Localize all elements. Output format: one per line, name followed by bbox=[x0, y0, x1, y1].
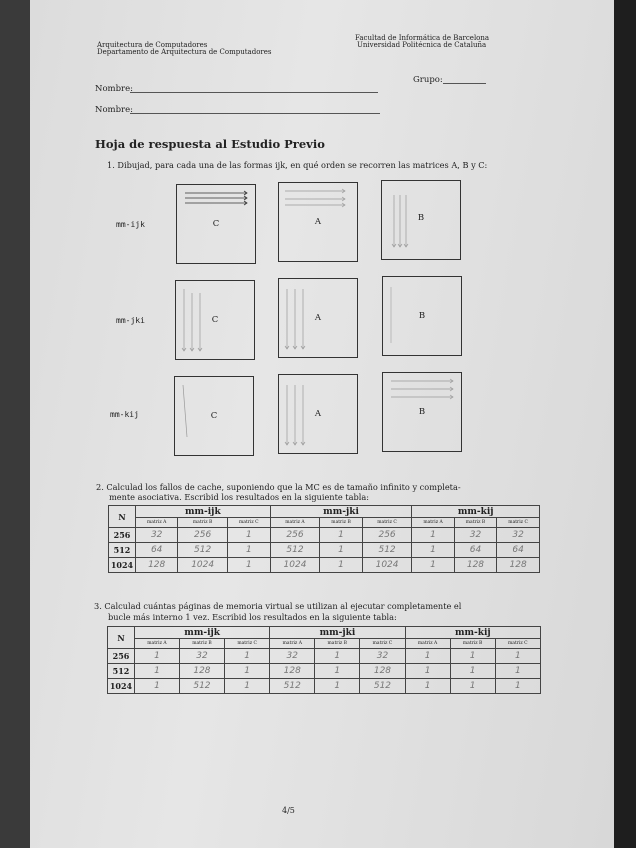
n-header: N bbox=[108, 627, 135, 649]
row-label-kij: mm-kij bbox=[110, 410, 139, 419]
row-label-ijk: mm-ijk bbox=[116, 220, 145, 229]
subheader: matriz A bbox=[405, 639, 450, 649]
question-2-text-line1: 2. Calculad los fallos de cache, suponiendo que la MC es de tamaño infinito y completa- bbox=[96, 482, 461, 492]
answer-cell[interactable]: 1 bbox=[315, 664, 360, 679]
answer-cell[interactable]: 512 bbox=[270, 543, 320, 558]
name-line-2[interactable] bbox=[130, 113, 380, 114]
matrix-label: A bbox=[314, 217, 322, 227]
matrix-label: B bbox=[418, 311, 426, 321]
answer-cell[interactable]: 1 bbox=[227, 528, 270, 543]
matrix-label: A bbox=[314, 313, 322, 323]
group-header-ijk: mm-ijk bbox=[135, 627, 270, 639]
table-row bbox=[108, 679, 541, 694]
answer-cell[interactable]: 1 bbox=[135, 679, 180, 694]
n-value: 512 bbox=[109, 543, 136, 558]
course-name: Arquitectura de Computadores bbox=[97, 41, 208, 49]
answer-cell[interactable]: 128 bbox=[179, 664, 224, 679]
answer-cell[interactable]: 1 bbox=[224, 649, 269, 664]
group-header-jki: mm-jki bbox=[270, 506, 412, 518]
box-ijk-c bbox=[176, 184, 256, 264]
answer-cell[interactable]: 1 bbox=[224, 664, 269, 679]
answer-cell[interactable]: 64 bbox=[136, 543, 178, 558]
group-header-jki: mm-jki bbox=[270, 627, 405, 639]
page-title: Hoja de respuesta al Estudio Previo bbox=[95, 137, 325, 151]
answer-cell[interactable]: 512 bbox=[179, 679, 224, 694]
subheader: matriz C bbox=[360, 639, 405, 649]
table-row bbox=[109, 543, 540, 558]
answer-cell[interactable]: 256 bbox=[178, 528, 228, 543]
group-header-kij: mm-kij bbox=[412, 506, 540, 518]
answer-cell[interactable]: 1 bbox=[405, 679, 450, 694]
answer-cell[interactable]: 128 bbox=[497, 558, 540, 573]
subheader: matriz C bbox=[362, 518, 412, 528]
answer-cell[interactable]: 64 bbox=[454, 543, 496, 558]
subheader: matriz C bbox=[497, 518, 540, 528]
subheader: matriz A bbox=[135, 639, 180, 649]
answer-cell[interactable]: 1 bbox=[135, 664, 180, 679]
answer-cell[interactable]: 1 bbox=[450, 664, 495, 679]
answer-cell[interactable]: 32 bbox=[497, 528, 540, 543]
answer-cell[interactable]: 1 bbox=[405, 649, 450, 664]
answer-cell[interactable]: 1024 bbox=[178, 558, 228, 573]
answer-cell[interactable]: 1 bbox=[315, 649, 360, 664]
matrix-label: A bbox=[314, 409, 322, 419]
question-2-text-line2: mente asociativa. Escribid los resultados en la siguiente tabla: bbox=[109, 492, 369, 502]
answer-cell[interactable]: 32 bbox=[136, 528, 178, 543]
matrix-label: C bbox=[212, 219, 220, 229]
box-jki-a bbox=[278, 278, 358, 358]
answer-cell[interactable]: 1 bbox=[412, 558, 454, 573]
name-label-2: Nombre: bbox=[95, 105, 134, 115]
answer-cell[interactable]: 256 bbox=[362, 528, 412, 543]
answer-cell[interactable]: 1 bbox=[450, 649, 495, 664]
n-value: 1024 bbox=[108, 679, 135, 694]
table-row bbox=[109, 558, 540, 573]
question-1-text: 1. Dibujad, para cada una de las formas ijk, en qué orden se recorren las matrices A, B y C: bbox=[107, 160, 488, 170]
matrix-label: C bbox=[211, 315, 219, 325]
answer-cell[interactable]: 32 bbox=[454, 528, 496, 543]
answer-cell[interactable]: 1 bbox=[412, 543, 454, 558]
group-header-ijk: mm-ijk bbox=[136, 506, 271, 518]
answer-cell[interactable]: 1 bbox=[450, 679, 495, 694]
faculty-name: Facultad de Informática de Barcelona bbox=[355, 34, 490, 42]
box-kij-b bbox=[382, 372, 462, 452]
answer-cell[interactable]: 1 bbox=[135, 649, 180, 664]
question-3-text-line1: 3. Calculad cuántas páginas de memoria virtual se utilizan al ejecutar completamente el bbox=[94, 601, 462, 611]
background-edge bbox=[614, 0, 636, 848]
answer-cell[interactable]: 1 bbox=[495, 664, 540, 679]
answer-cell[interactable]: 256 bbox=[270, 528, 320, 543]
answer-cell[interactable]: 1 bbox=[495, 649, 540, 664]
subheader: matriz A bbox=[270, 639, 315, 649]
answer-cell[interactable]: 1024 bbox=[270, 558, 320, 573]
table-row bbox=[109, 528, 540, 543]
answer-cell[interactable]: 1 bbox=[405, 664, 450, 679]
subheader: matriz B bbox=[315, 639, 360, 649]
answer-cell[interactable]: 32 bbox=[360, 649, 405, 664]
box-ijk-a bbox=[278, 182, 358, 262]
answer-cell[interactable]: 128 bbox=[270, 664, 315, 679]
answer-cell[interactable]: 1 bbox=[224, 679, 269, 694]
university-name: Universidad Politécnica de Cataluña bbox=[357, 41, 487, 49]
answer-cell[interactable]: 512 bbox=[178, 543, 228, 558]
answer-cell[interactable]: 128 bbox=[454, 558, 496, 573]
matrix-label: B bbox=[417, 213, 425, 223]
table-row bbox=[108, 664, 541, 679]
answer-cell[interactable]: 1 bbox=[320, 528, 362, 543]
box-kij-a bbox=[278, 374, 358, 454]
subheader: matriz C bbox=[495, 639, 540, 649]
answer-cell[interactable]: 512 bbox=[270, 679, 315, 694]
name-label-1: Nombre: bbox=[95, 84, 134, 94]
answer-cell[interactable]: 32 bbox=[179, 649, 224, 664]
answer-cell[interactable]: 1024 bbox=[362, 558, 412, 573]
n-value: 512 bbox=[108, 664, 135, 679]
subheader: matriz B bbox=[320, 518, 362, 528]
answer-cell[interactable]: 1 bbox=[412, 528, 454, 543]
group-line[interactable] bbox=[443, 83, 486, 84]
subheader: matriz C bbox=[227, 518, 270, 528]
page-number: 4/5 bbox=[282, 806, 295, 815]
group-header-kij: mm-kij bbox=[405, 627, 540, 639]
subheader: matriz C bbox=[224, 639, 269, 649]
question-3-text-line2: bucle más interno 1 vez. Escribid los resultados en la siguiente tabla: bbox=[108, 612, 397, 622]
answer-cell[interactable]: 1 bbox=[227, 543, 270, 558]
n-value: 256 bbox=[109, 528, 136, 543]
n-value: 256 bbox=[108, 649, 135, 664]
box-ijk-b bbox=[381, 180, 461, 260]
name-line-1[interactable] bbox=[130, 92, 378, 93]
n-value: 1024 bbox=[109, 558, 136, 573]
subheader: matriz A bbox=[136, 518, 178, 528]
box-jki-c bbox=[175, 280, 255, 360]
row-label-jki: mm-jki bbox=[116, 316, 145, 325]
answer-cell[interactable]: 128 bbox=[360, 664, 405, 679]
subheader: matriz B bbox=[178, 518, 228, 528]
box-kij-c bbox=[174, 376, 254, 456]
answer-cell[interactable]: 64 bbox=[497, 543, 540, 558]
subheader: matriz A bbox=[270, 518, 320, 528]
answer-cell[interactable]: 1 bbox=[227, 558, 270, 573]
answer-cell[interactable]: 1 bbox=[315, 679, 360, 694]
answer-cell[interactable]: 128 bbox=[136, 558, 178, 573]
group-label: Grupo: bbox=[413, 75, 443, 85]
answer-cell[interactable]: 512 bbox=[362, 543, 412, 558]
answer-cell[interactable]: 512 bbox=[360, 679, 405, 694]
box-jki-b bbox=[382, 276, 462, 356]
cache-misses-table bbox=[108, 505, 540, 573]
answer-cell[interactable]: 1 bbox=[320, 558, 362, 573]
answer-cell[interactable]: 32 bbox=[270, 649, 315, 664]
virtual-pages-table bbox=[107, 626, 541, 694]
department-name: Departamento de Arquitectura de Computadores bbox=[97, 48, 272, 56]
answer-cell[interactable]: 1 bbox=[320, 543, 362, 558]
subheader: matriz B bbox=[450, 639, 495, 649]
answer-cell[interactable]: 1 bbox=[495, 679, 540, 694]
subheader: matriz B bbox=[454, 518, 496, 528]
table-row bbox=[108, 649, 541, 664]
matrix-label: C bbox=[210, 411, 218, 421]
subheader: matriz A bbox=[412, 518, 454, 528]
subheader: matriz B bbox=[179, 639, 224, 649]
matrix-label: B bbox=[418, 407, 426, 417]
n-header: N bbox=[109, 506, 136, 528]
